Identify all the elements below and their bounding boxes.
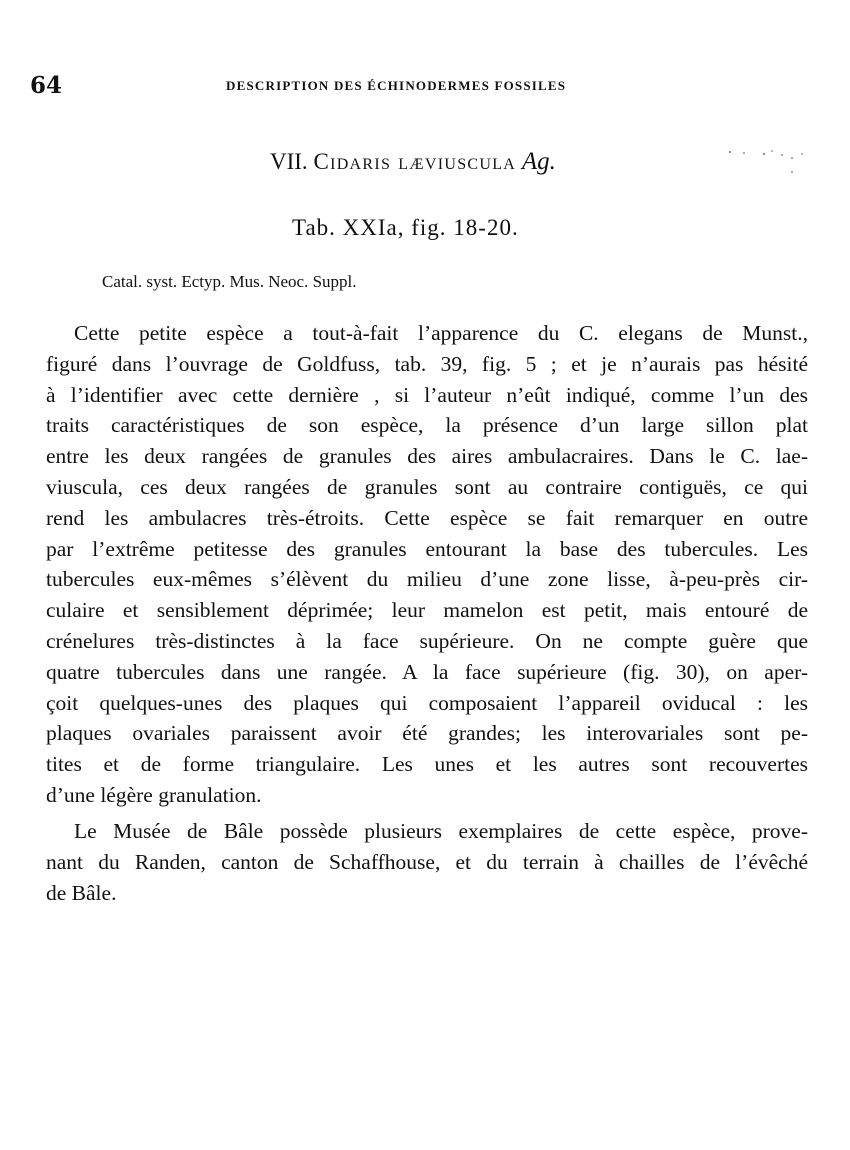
- text-line: par l’extrême petitesse des granules entourant la base des tubercules. Les: [46, 536, 808, 561]
- text-line: rend les ambulacres très-étroits. Cette espèce se fait remarquer en outre: [46, 505, 808, 530]
- text-line: entre les deux rangées de granules des aires ambulacraires. Dans le C. lae-: [46, 444, 808, 469]
- paragraph-specimens: [46, 816, 808, 908]
- text-line: tites et de forme triangulaire. Les unes et les autres sont recouvertes: [46, 752, 808, 777]
- text-line: quatre tubercules dans une rangée. A la face supérieure (fig. 30), on aper-: [46, 659, 808, 684]
- plate-reference: Tab. XXIa, fig. 18-20.: [292, 215, 519, 240]
- text-line: culaire et sensiblement déprimée; leur mamelon est petit, mais entouré de: [46, 598, 808, 623]
- text-line: Cette petite espèce a tout-à-fait l’apparence du C. elegans de Munst.,: [74, 321, 808, 345]
- text-line: à l’identifier avec cette dernière , si l’auteur n’eût indiqué, comme l’un des: [46, 382, 808, 407]
- text-line: tubercules eux-mêmes s’élèvent du milieu d’une zone lisse, à-peu-près cir-: [46, 567, 808, 592]
- text-line: crénelures très-distinctes à la face supérieure. On ne compte guère que: [46, 628, 808, 653]
- text-line: nant du Randen, canton de Schaffhouse, et du terrain à chailles de l’évêché: [46, 849, 808, 874]
- print-speckle-marks: [726, 146, 816, 176]
- text-line: figuré dans l’ouvrage de Goldfuss, tab. 39, fig. 5 ; et je n’aurais pas hésité: [46, 351, 808, 376]
- heading-species: Cidaris læviuscula: [313, 149, 517, 174]
- paragraph-description: [46, 318, 808, 811]
- text-line: çoit quelques-unes des plaques qui composaient l’appareil oviducal : les: [46, 690, 808, 715]
- page-number: 64: [30, 72, 63, 99]
- text-line: de Bâle.: [46, 880, 117, 905]
- heading-author: Ag.: [521, 148, 556, 175]
- catalog-reference: Catal. syst. Ectyp. Mus. Neoc. Suppl.: [102, 272, 357, 291]
- text-line: d’une légère granulation.: [46, 782, 262, 807]
- heading-numeral: VII.: [270, 149, 308, 174]
- text-line: plaques ovariales paraissent avoir été grandes; les interovariales sont pe-: [46, 721, 808, 746]
- running-head: DESCRIPTION DES ÉCHINODERMES FOSSILES: [226, 78, 567, 93]
- text-line: Le Musée de Bâle possède plusieurs exemplaires de cette espèce, prove-: [74, 819, 808, 843]
- species-heading: [270, 148, 556, 176]
- text-line: viuscula, ces deux rangées de granules sont au contraire contiguës, ce qui: [46, 474, 808, 499]
- text-line: traits caractéristiques de son espèce, la présence d’un large sillon plat: [46, 413, 808, 438]
